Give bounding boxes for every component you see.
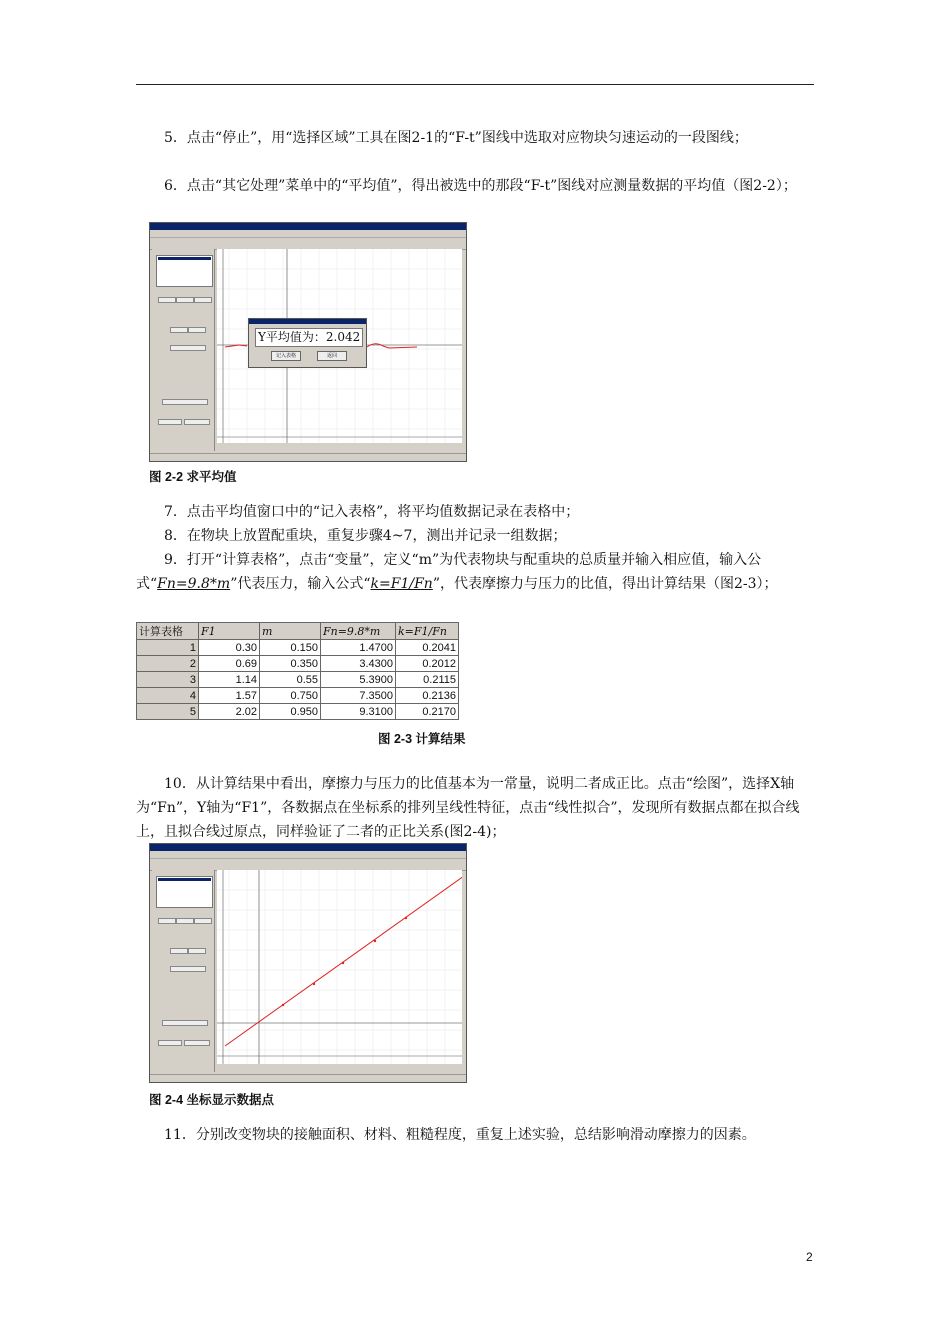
- plot-area: [217, 870, 462, 1064]
- paragraph-step-5: 5．点击“停止”，用“选择区域”工具在图2-1的“F-t”图线中选取对应物块匀速运动的一段图线；: [164, 130, 748, 146]
- table-header-cell: 计算表格: [137, 623, 199, 640]
- cell-m: 0.750: [260, 688, 321, 704]
- formula-k: k=F1/Fn: [370, 576, 433, 592]
- cell-fn: 9.3100: [321, 704, 396, 720]
- row-index: 2: [137, 656, 199, 672]
- paragraph-step-11: 11．分别改变物块的接触面积、材料、粗糙程度，重复上述实验，总结影响滑动摩擦力的因素。: [164, 1127, 756, 1143]
- cell-m: 0.350: [260, 656, 321, 672]
- table-header-cell: Fn=9.8*m: [321, 623, 396, 640]
- table-header-cell: F1: [199, 623, 260, 640]
- paragraph-step-8: 8．在物块上放置配重块，重复步骤4~7，测出并记录一组数据；: [164, 528, 567, 544]
- row-index: 3: [137, 672, 199, 688]
- cell-m: 0.55: [260, 672, 321, 688]
- cell-k: 0.2041: [396, 640, 459, 656]
- window-title-bar: [150, 223, 466, 230]
- table-header-cell: m: [260, 623, 321, 640]
- cell-fn: 7.3500: [321, 688, 396, 704]
- page-number: 2: [806, 1250, 813, 1264]
- cell-f1: 1.14: [199, 672, 260, 688]
- paragraph-step-6: 6．点击“其它处理”菜单中的“平均值”，得出被选中的那段“F-t”图线对应测量数据的平均值（图2-2）；: [164, 178, 797, 194]
- cell-f1: 0.69: [199, 656, 260, 672]
- cell-f1: 0.30: [199, 640, 260, 656]
- window-menu-bar: [150, 851, 466, 859]
- cell-k: 0.2115: [396, 672, 459, 688]
- table-row: [137, 656, 459, 672]
- side-panel: [152, 249, 215, 451]
- cell-m: 0.150: [260, 640, 321, 656]
- paragraph-step-7: 7．点击平均值窗口中的“记入表格”，将平均值数据记录在表格中；: [164, 504, 580, 520]
- cell-f1: 1.57: [199, 688, 260, 704]
- cell-f1: 2.02: [199, 704, 260, 720]
- caption-fig-2-4: 图 2-4 坐标显示数据点: [149, 1093, 275, 1107]
- table-row: [137, 640, 459, 656]
- status-bar: [150, 1074, 466, 1082]
- cell-fn: 5.3900: [321, 672, 396, 688]
- average-value-dialog: [248, 318, 367, 368]
- formula-fn: Fn=9.8*m: [157, 576, 231, 592]
- record-to-table-button[interactable]: 记入表格: [271, 351, 301, 361]
- window-title-bar: [150, 844, 466, 851]
- dialog-title-bar: [249, 319, 366, 324]
- caption-fig-2-3: 图 2-3 计算结果: [378, 732, 466, 746]
- paragraph-step-10: 10．从计算结果中看出，摩擦力与压力的比值基本为一常量，说明二者成正比。点击“绘图”，选择X轴为“Fn”，Y轴为“F1”，各数据点在坐标系的排列呈线性特征，点击“线性拟合”，发现所有数据点都在拟合线上，且拟合线过原点，同样验证了二者的正比关系(图2-4)；: [136, 776, 800, 840]
- average-value-readout: Y平均值为：2.042: [255, 328, 363, 347]
- window-menu-bar: [150, 230, 466, 238]
- paragraph-step-9: 9．打开“计算表格”，点击“变量”，定义“m”为代表物块与配重块的总质量并输入相应值，输入公式“Fn=9.8*m”代表压力，输入公式“k=F1/Fn”，代表摩擦力与压力的比值，得出计算结果（图2-3）；: [136, 552, 778, 592]
- cell-m: 0.950: [260, 704, 321, 720]
- table-header-cell: k=F1/Fn: [396, 623, 459, 640]
- row-index: 1: [137, 640, 199, 656]
- cell-fn: 1.4700: [321, 640, 396, 656]
- status-bar: [150, 453, 466, 461]
- table-header-row: [137, 623, 459, 640]
- table-row: [137, 672, 459, 688]
- calculation-table: [136, 622, 459, 720]
- table-row: [137, 688, 459, 704]
- cell-fn: 3.4300: [321, 656, 396, 672]
- side-panel: [152, 870, 215, 1072]
- back-button[interactable]: 返回: [317, 351, 347, 361]
- plot-grid: [217, 870, 462, 1064]
- table-row: [137, 704, 459, 720]
- cell-k: 0.2012: [396, 656, 459, 672]
- row-index: 4: [137, 688, 199, 704]
- row-index: 5: [137, 704, 199, 720]
- curve-list: [156, 255, 213, 287]
- caption-fig-2-2: 图 2-2 求平均值: [149, 470, 237, 484]
- header-rule: [136, 84, 814, 85]
- curve-list: [156, 876, 213, 908]
- cell-k: 0.2136: [396, 688, 459, 704]
- cell-k: 0.2170: [396, 704, 459, 720]
- figure-2-4-screenshot: [149, 843, 467, 1083]
